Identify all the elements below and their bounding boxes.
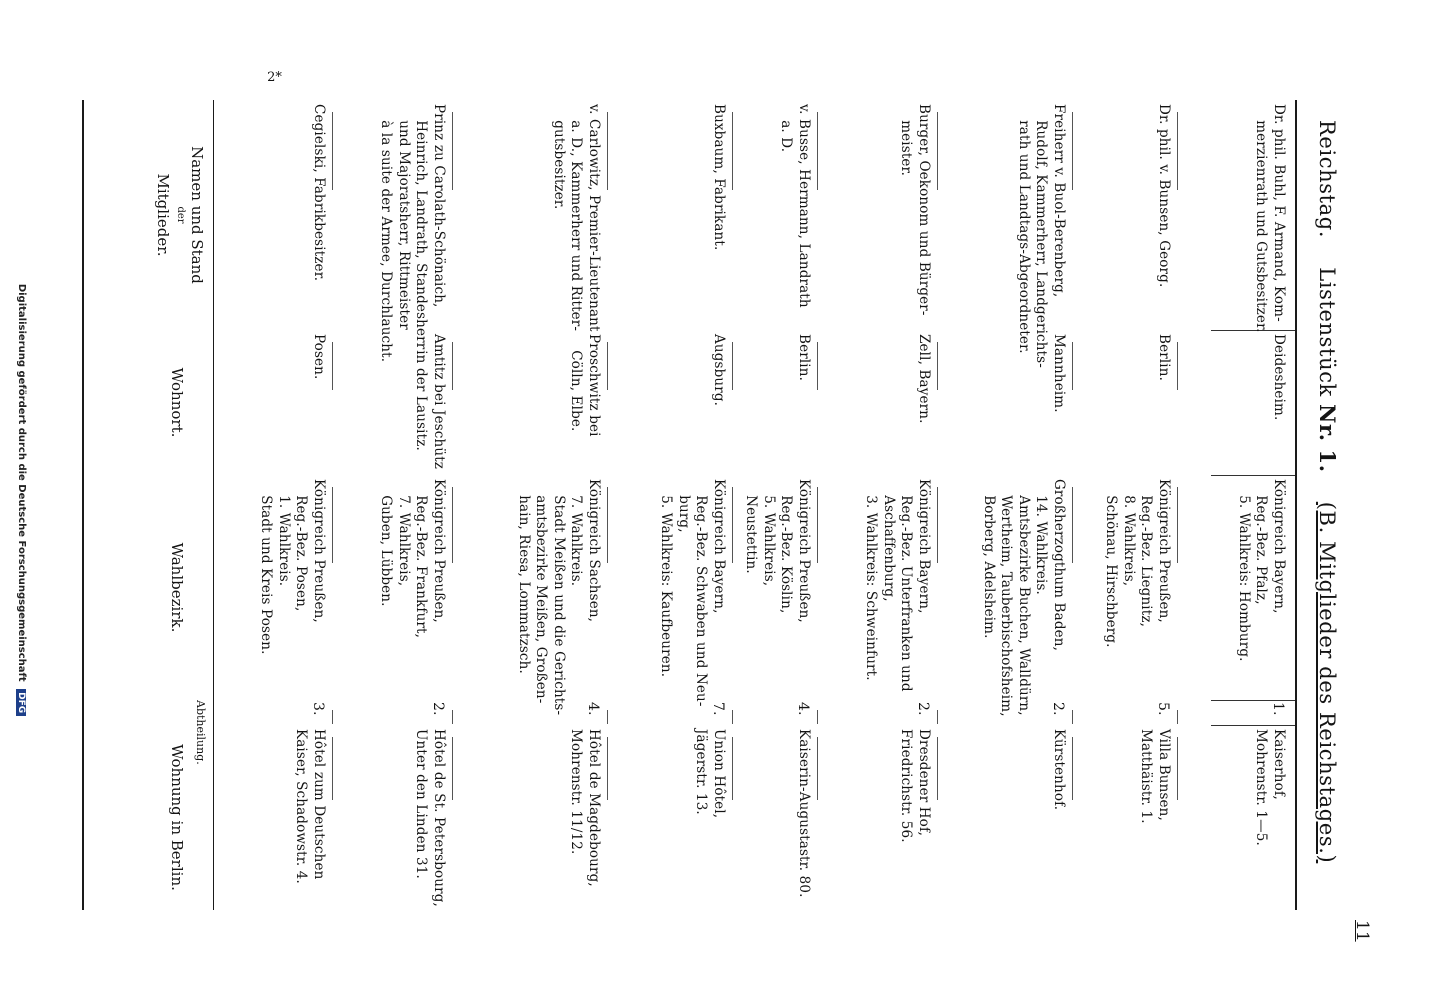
row-6-wohnung-line: Jägerstr. 13. (693, 729, 710, 815)
column-header-wahlbezirk: Wahlbezirk. (168, 542, 186, 633)
row-3-wohnort-line: Mannheim. (1051, 334, 1067, 413)
row-2-wahlbezirk-line: Reg.-Bez. Liegnitz, (1138, 495, 1155, 628)
row-1-name (1252, 104, 1287, 333)
row-separator (332, 710, 333, 724)
row-3-wahlbezirk-line: Borberg, Adelsheim. (980, 495, 997, 639)
row-3-wahlbezirk-line: Amtsbezirke Buchen, Walldürn, (1015, 495, 1032, 716)
heading-list: Listenstück (1315, 267, 1339, 397)
row-4-name-line: Burger, Oekonom und Bürger- (916, 104, 932, 316)
row-separator (452, 487, 453, 563)
row-5-name-line: v. Busse, Hermann, Landrath (796, 104, 812, 308)
footer-mark: 2* (267, 69, 282, 85)
row-3-wohnung-line: Kürstenhof. (1051, 729, 1067, 811)
row-separator (732, 710, 733, 724)
row-8-wahlbezirk-line: Reg.-Bez. Frankfurt, (413, 495, 430, 639)
column-header-abtheilung: Abtheilung. (194, 700, 207, 765)
row-4-wahlbezirk-line: Reg.-Bez. Unterfranken und (898, 495, 915, 692)
row-8-wahlbezirk-line: 7. Wahlkreis, (395, 495, 412, 587)
table-bottom-rule (82, 100, 84, 910)
row-3-abtheilung: 2. (1050, 702, 1066, 716)
row-5-name (777, 104, 812, 328)
row-7-wahlbezirk-line: amtsbezirke Meißen, Großen- (533, 495, 550, 704)
row-5-wahlbezirk-line: 5. Wahlkreis, (760, 495, 777, 587)
row-6-wahlbezirk-line: 5. Wahlkreis: Kaufbeuren. (658, 495, 675, 678)
row-7-name-line: v. Carlowitz, Premier-Lieutenant (586, 104, 602, 332)
row-1-wohnort (1269, 334, 1287, 472)
row-7-wohnung (567, 729, 602, 909)
row-5-name-line: a. D. (778, 120, 795, 153)
row-7-wohnort-line: Cölln, Elbe. (568, 350, 585, 432)
row-3-name-line: rath und Landtags-Abgeordneter. (1015, 120, 1032, 354)
row-2-wohnort-line: Berlin. (1156, 334, 1172, 382)
row-8-wohnung-line: Hôtel de St. Petersbourg, (431, 729, 447, 907)
row-separator (937, 487, 938, 563)
row-separator (817, 487, 818, 563)
row-7-name (549, 104, 602, 332)
row-2-wahlbezirk-line: Königreich Preußen, (1156, 479, 1172, 623)
row-separator (1072, 710, 1073, 724)
row-9-wohnung-line: Kaiser, Schadowstr. 4. (293, 729, 310, 884)
row-2-wahlbezirk (1102, 479, 1172, 697)
row-4-abtheilung: 2. (915, 702, 931, 716)
row-8-name-line: à la suite der Armee, Durchlaucht. (378, 120, 395, 363)
row-1-wahlbezirk (1234, 479, 1287, 697)
row-6-wahlbezirk-line: Reg.-Bez. Schwaben und Neu- (693, 495, 710, 707)
row-9-name (309, 104, 327, 328)
row-4-wohnort-line: Zell, Bayern. (916, 334, 932, 424)
row-6-name (709, 104, 727, 328)
row-7-wohnort (567, 334, 602, 472)
row-separator (732, 112, 733, 190)
row-6-wahlbezirk-line: burg, (675, 495, 692, 533)
row-separator (817, 342, 818, 390)
col-sep-2 (1211, 475, 1295, 476)
row-6-wohnung-line: Union Hôtel, (711, 729, 727, 819)
row-9-wahlbezirk-line: 1. Wahlkreis. (275, 495, 292, 587)
row-7-wahlbezirk-line: 7. Wahlkreis. (568, 495, 585, 587)
row-separator (1072, 737, 1073, 800)
row-1-wohnung-line: Mohrenstr. 1—5. (1253, 729, 1270, 846)
row-8-wohnung (412, 729, 447, 909)
row-separator (1177, 342, 1178, 390)
column-header-name-l1: Namen und Stand (188, 146, 206, 284)
row-1-wahlbezirk-line: Reg.-Bez. Pfalz, (1253, 495, 1270, 605)
row-separator (817, 112, 818, 190)
row-4-wohnung (897, 729, 932, 909)
row-separator (607, 487, 608, 563)
row-6-abtheilung: 7. (710, 702, 726, 716)
row-separator (937, 112, 938, 190)
row-separator (937, 710, 938, 724)
row-separator (732, 342, 733, 390)
heading-prefix: Reichstag. (1315, 120, 1339, 239)
credit-text: Digitalisierung gefördert durch die Deutsche Forschungsgemeinschaft (16, 283, 27, 682)
row-9-wohnort (309, 334, 327, 472)
row-2-wohnung-line: Matthäistr. 1. (1138, 729, 1155, 824)
row-2-wohnort (1154, 334, 1172, 472)
row-6-wahlbezirk (657, 479, 727, 707)
row-separator (332, 737, 333, 800)
row-separator (1072, 487, 1073, 563)
row-3-wohnung (1049, 729, 1067, 909)
row-separator (1072, 112, 1073, 190)
row-9-name-line: Cegielski, Fabrikbesitzer. (311, 104, 327, 282)
row-9-wahlbezirk-line: Reg.-Bez. Posen, (293, 495, 310, 612)
col-sep-4 (1211, 725, 1295, 726)
row-separator (332, 487, 333, 563)
row-7-wahlbezirk (514, 479, 602, 716)
row-3-name (1014, 104, 1067, 368)
row-separator (1177, 710, 1178, 724)
row-7-name-line: a. D., Kammerherr und Ritter- (568, 120, 585, 332)
row-6-wohnung (692, 729, 727, 909)
row-5-wahlbezirk-line: Neustettin. (743, 495, 760, 574)
row-3-wahlbezirk-line: Wertheim, Tauberbischofsheim, (998, 495, 1015, 717)
row-2-name (1154, 104, 1172, 328)
row-4-wahlbezirk-line: Königreich Bayern, (916, 479, 932, 614)
header-separator-rule (213, 100, 214, 910)
row-separator (1177, 112, 1178, 190)
row-3-wohnort (1049, 334, 1067, 472)
row-5-wahlbezirk (742, 479, 812, 697)
row-8-name-line: Prinz zu Carolath-Schönaich, (431, 104, 447, 308)
row-4-wohnung-line: Dresdener Hof, (916, 729, 932, 837)
row-6-name-line: Buxbaum, Fabrikant. (711, 104, 727, 251)
row-8-abtheilung: 2. (430, 702, 446, 716)
row-9-abtheilung: 3. (310, 702, 326, 716)
page-number: 11 (1352, 920, 1372, 942)
row-7-wahlbezirk-line: hain, Riesa, Lommatzsch. (515, 495, 532, 674)
row-6-wohnort (709, 334, 727, 472)
row-8-name (377, 104, 447, 363)
row-separator (817, 737, 818, 800)
row-separator (1072, 342, 1073, 390)
row-1-wahlbezirk-line: Königreich Bayern, (1271, 479, 1287, 614)
row-separator (1177, 737, 1178, 800)
row-2-wohnung (1137, 729, 1172, 909)
row-5-wohnort (794, 334, 812, 472)
row-separator (732, 737, 733, 800)
row-separator (452, 710, 453, 724)
row-4-wahlbezirk-line: Aschaffenburg, (880, 495, 897, 602)
column-header-name-l3: Mitglieder. (154, 173, 173, 257)
row-5-wohnung (794, 729, 812, 909)
dfg-logo: DFG (16, 689, 26, 716)
row-1-name-line: merzienrath und Gutsbesitzer. (1253, 120, 1270, 333)
row-separator (607, 342, 608, 390)
row-separator (937, 737, 938, 800)
row-4-wohnung-line: Friedrichstr. 56. (898, 729, 915, 843)
row-1-wohnung (1252, 729, 1287, 909)
row-separator (332, 112, 333, 190)
row-separator (817, 710, 818, 724)
row-3-name-line: Rudolf, Kammerherr, Landgerichts- (1033, 120, 1050, 368)
row-7-abtheilung: 4. (585, 702, 601, 716)
row-3-wahlbezirk-line: Großherzogthum Baden, (1051, 479, 1067, 652)
column-header-wohnort: Wohnort. (168, 367, 186, 438)
row-5-wahlbezirk-line: Reg.-Bez. Köslin, (778, 495, 795, 614)
row-8-wohnort-line: in der Lausitz. (413, 350, 430, 451)
col-sep-3 (1211, 700, 1295, 701)
row-5-abtheilung: 4. (795, 702, 811, 716)
page-heading (1315, 120, 1340, 900)
row-7-wohnort-line: Proschwitz bei (586, 334, 602, 437)
row-7-wahlbezirk-line: Königreich Sachsen, (586, 479, 602, 623)
row-separator (607, 710, 608, 724)
dfg-credit (16, 0, 27, 1000)
row-8-wahlbezirk (377, 479, 447, 697)
row-9-wahlbezirk (257, 479, 327, 697)
row-2-wohnung-line: Villa Bunsen, (1156, 729, 1172, 821)
table-top-rule (1295, 100, 1297, 910)
row-4-wahlbezirk-line: 3. Wahlkreis: Schweinfurt. (863, 495, 880, 681)
row-4-name-line: meister. (898, 120, 915, 177)
row-1-name-line: Dr. phil. Buhl, F. Armand, Kom- (1271, 104, 1287, 322)
row-3-wahlbezirk (979, 479, 1067, 717)
column-header-wohnung: Wohnung in Berlin. (168, 744, 186, 891)
row-9-wahlbezirk-line: Königreich Preußen, (311, 479, 327, 623)
row-7-wohnung-line: Hôtel de Magdebourg, (586, 729, 602, 887)
row-separator (607, 112, 608, 190)
row-2-abtheilung: 5. (1155, 702, 1171, 716)
row-7-wohnung-line: Mohrenstr. 11/12. (568, 729, 585, 855)
row-8-wohnort-line: Amtitz bei Jeschütz (431, 334, 447, 470)
row-9-wahlbezirk-line: Stadt und Kreis Posen. (258, 495, 275, 655)
row-separator (452, 112, 453, 190)
row-8-name-line: Heinrich, Landrath, Standesherr (413, 120, 430, 350)
row-5-wohnort-line: Berlin. (796, 334, 812, 382)
row-2-name-line: Dr. phil. v. Bunsen, Georg. (1156, 104, 1172, 288)
heading-subtitle: (B. Mitglieder des Reichstages.) (1315, 501, 1339, 864)
row-separator (452, 737, 453, 800)
column-header-name (153, 100, 207, 330)
row-9-wohnung (292, 729, 327, 909)
row-1-wahlbezirk-line: 5. Wahlkreis: Homburg. (1235, 495, 1252, 662)
row-5-wahlbezirk-line: Königreich Preußen, (796, 479, 812, 623)
row-4-wahlbezirk (862, 479, 932, 697)
row-4-wohnort (914, 334, 932, 472)
row-4-name (897, 104, 932, 328)
row-3-name-line: Freiherr v. Buol-Berenberg, (1051, 104, 1067, 298)
row-2-wahlbezirk-line: 8. Wahlkreis, (1120, 495, 1137, 587)
row-7-wahlbezirk-line: Stadt Meißen und die Gerichts- (550, 495, 567, 716)
row-8-name-line: und Majoratsherr, Rittmeister (395, 120, 412, 330)
row-6-wohnort-line: Augsburg. (711, 334, 727, 407)
row-separator (1177, 487, 1178, 563)
row-2-wahlbezirk-line: Schönau, Hirschberg. (1103, 495, 1120, 648)
row-7-name-line: gutsbesitzer. (550, 120, 567, 210)
column-header-name-l2: der (174, 206, 186, 224)
row-separator (732, 487, 733, 563)
row-8-wohnort (412, 334, 447, 472)
row-6-wahlbezirk-line: Königreich Bayern, (711, 479, 727, 614)
row-9-wohnort-line: Posen. (311, 334, 327, 380)
row-separator (937, 342, 938, 390)
row-1-wohnung-line: Kaiserhof, (1271, 729, 1287, 800)
row-separator (452, 342, 453, 390)
row-1-abtheilung: 1. (1270, 702, 1286, 716)
row-8-wahlbezirk-line: Guben, Lübben. (378, 495, 395, 607)
row-8-wahlbezirk-line: Königreich Preußen, (431, 479, 447, 623)
row-9-wohnung-line: Hôtel zum Deutschen (311, 729, 327, 880)
row-separator (607, 737, 608, 800)
row-5-wohnung-line: Kaiserin-Augustastr. 80. (796, 729, 812, 898)
heading-number: Nr. 1. (1315, 404, 1340, 473)
row-separator (332, 342, 333, 390)
row-3-wahlbezirk-line: 14. Wahlkreis. (1033, 495, 1050, 595)
row-8-wohnung-line: Unter den Linden 31. (413, 729, 430, 879)
row-1-wohnort-line: Deidesheim. (1271, 334, 1287, 421)
